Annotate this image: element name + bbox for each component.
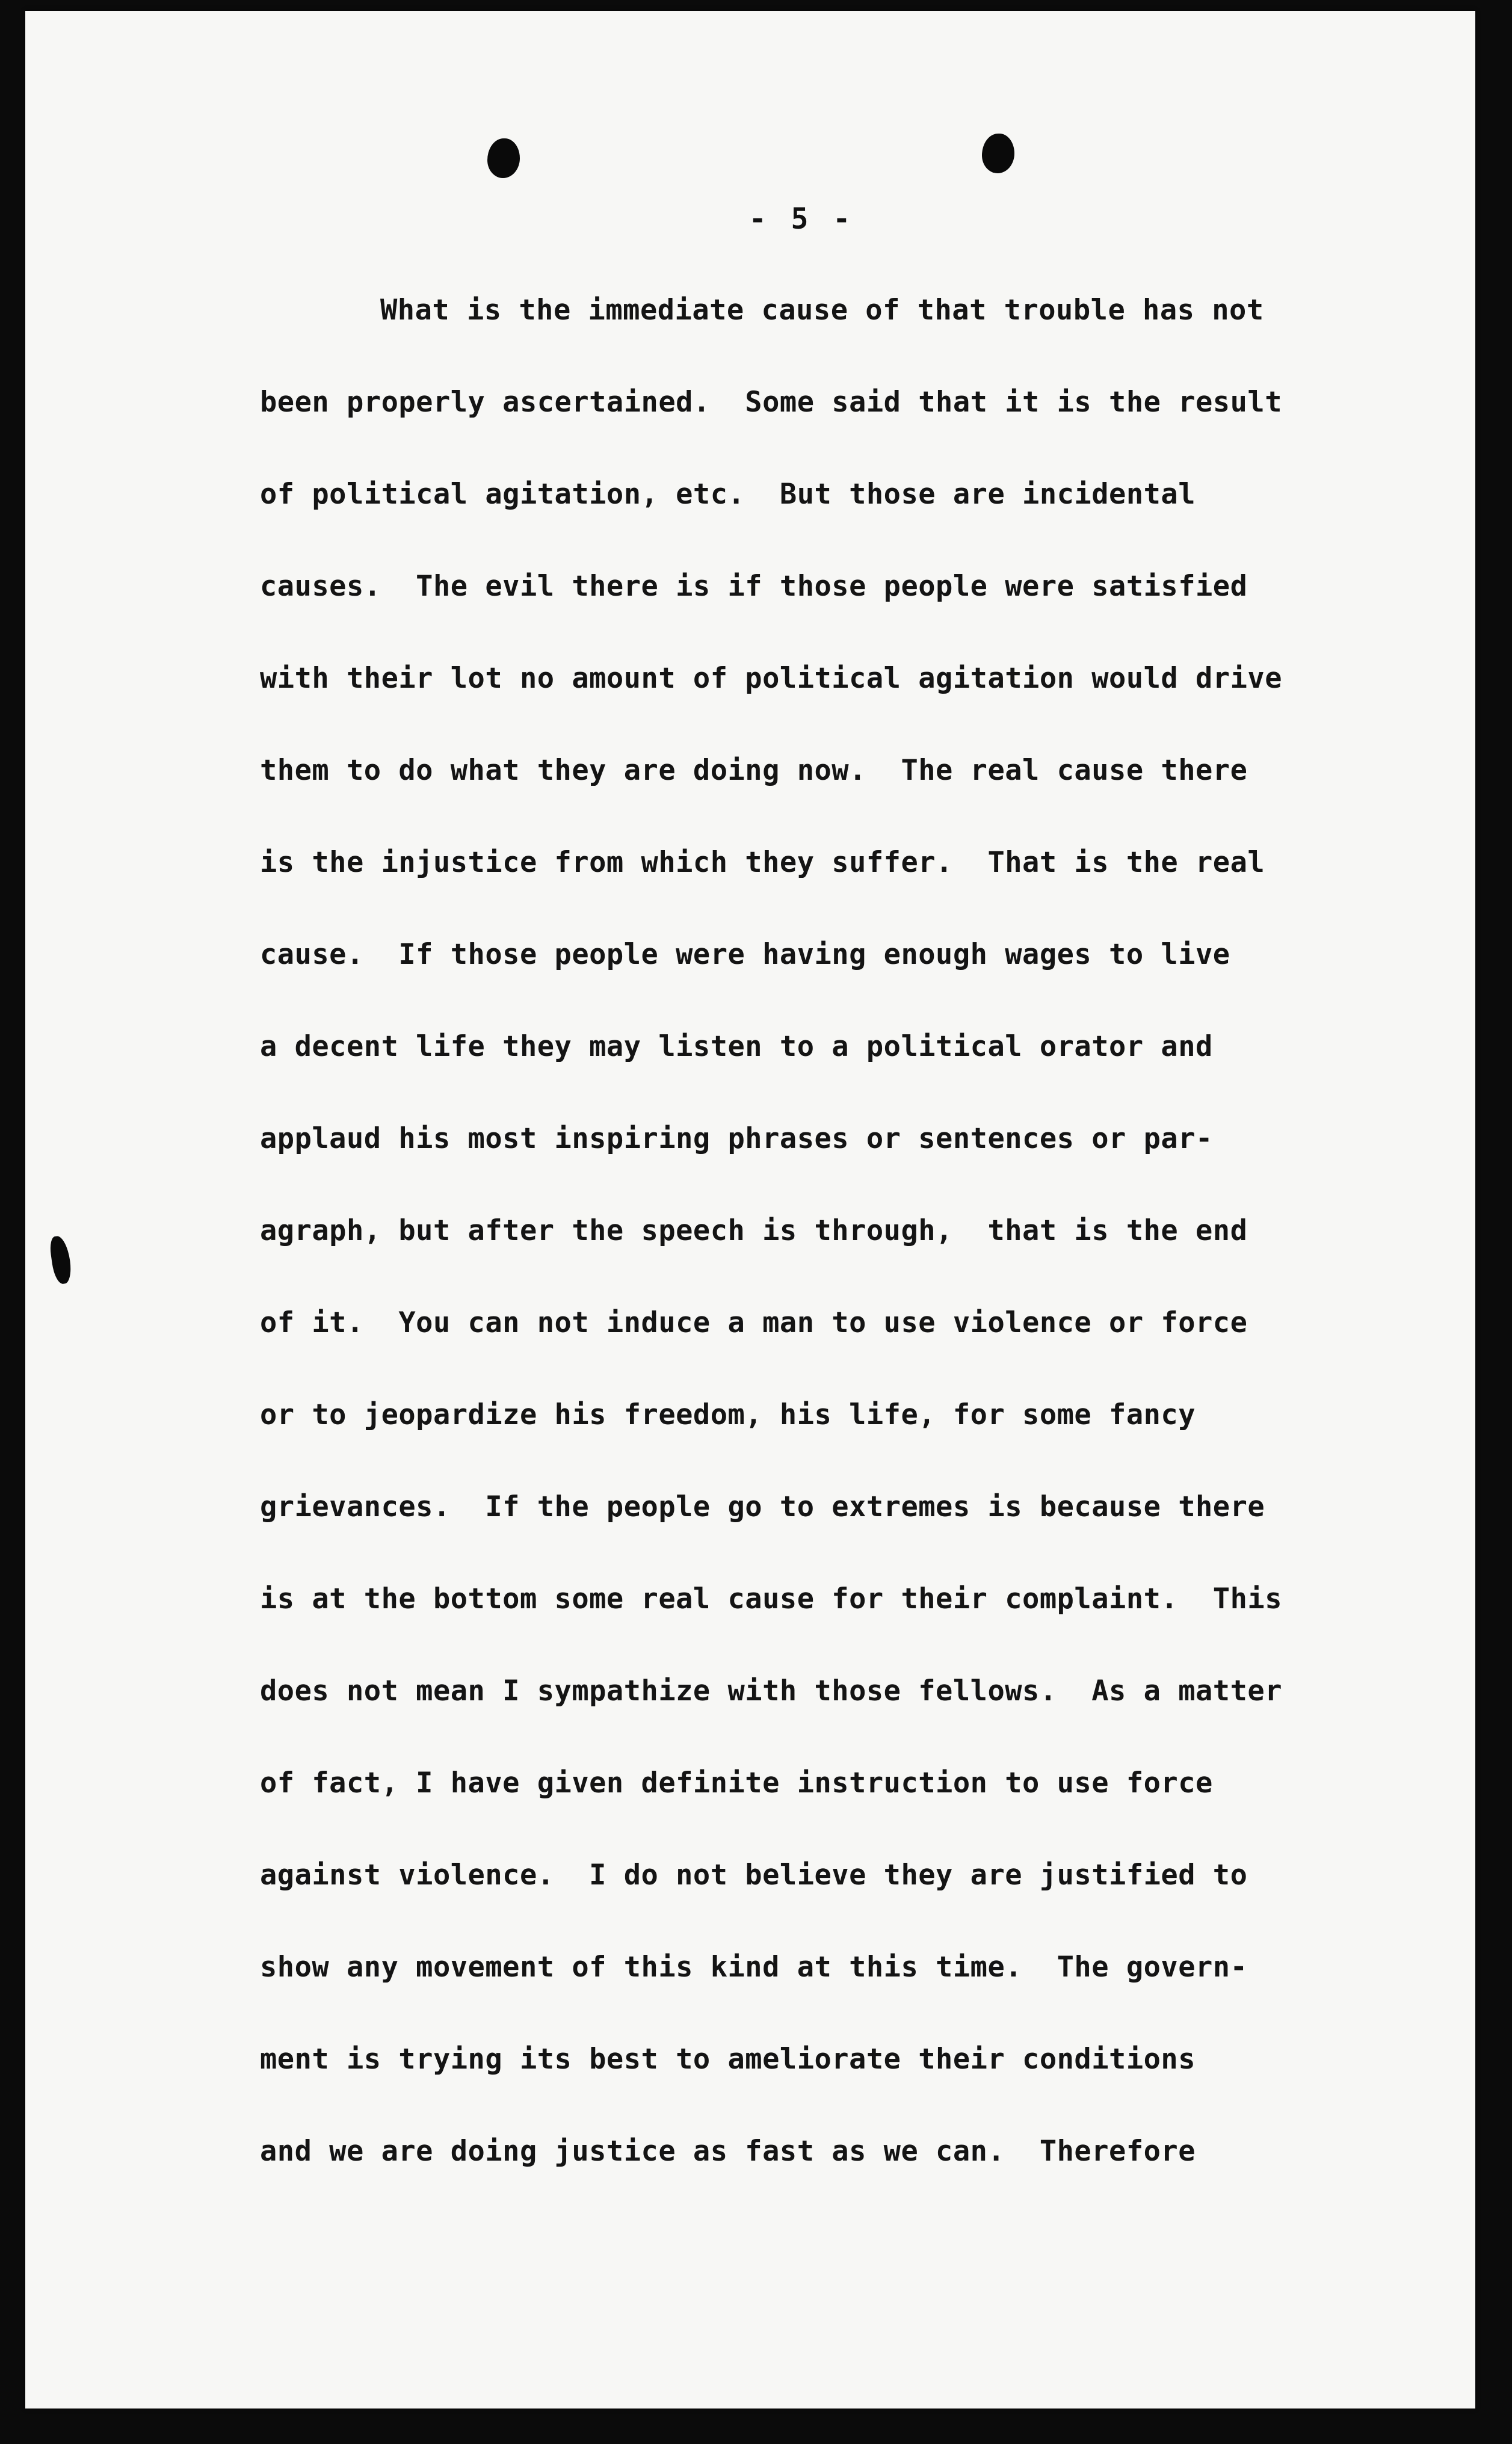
document-page — [25, 11, 1475, 2409]
text-line: causes. The evil there is if those people were satisfied — [260, 570, 1248, 603]
text-line: a decent life they may listen to a political orator and — [260, 1030, 1213, 1063]
text-line: does not mean I sympathize with those fellows. As a matter — [260, 1674, 1282, 1708]
text-line: of fact, I have given definite instruction to use force — [260, 1767, 1213, 1800]
text-line: and we are doing justice as fast as we can. Therefore — [260, 2135, 1196, 2168]
text-line: What is the immediate cause of that trouble has not — [380, 294, 1264, 327]
text-line: of political agitation, etc. But those are incidental — [260, 478, 1196, 511]
text-line: against violence. I do not believe they are justified to — [260, 1859, 1248, 1892]
text-line: with their lot no amount of political agitation would drive — [260, 662, 1282, 695]
punch-hole-right — [982, 134, 1014, 173]
punch-hole-left — [487, 138, 520, 178]
text-line: show any movement of this kind at this time. The govern- — [260, 1951, 1248, 1984]
text-line: them to do what they are doing now. The real cause there — [260, 754, 1248, 787]
text-line: applaud his most inspiring phrases or sentences or par- — [260, 1122, 1213, 1155]
text-line: grievances. If the people go to extremes is because there — [260, 1490, 1265, 1523]
text-line: been properly ascertained. Some said that it is the result — [260, 386, 1282, 419]
text-line: ment is trying its best to ameliorate their conditions — [260, 2043, 1196, 2076]
page-number: - 5 - — [748, 202, 854, 236]
margin-ink-mark — [49, 1235, 73, 1285]
text-line: is at the bottom some real cause for their complaint. This — [260, 1582, 1282, 1615]
text-line: of it. You can not induce a man to use violence or force — [260, 1306, 1248, 1339]
text-line: agraph, but after the speech is through, that is the end — [260, 1214, 1248, 1247]
text-line: or to jeopardize his freedom, his life, for some fancy — [260, 1398, 1196, 1431]
text-line: is the injustice from which they suffer. That is the real — [260, 846, 1265, 879]
text-line: cause. If those people were having enough wages to live — [260, 938, 1230, 971]
